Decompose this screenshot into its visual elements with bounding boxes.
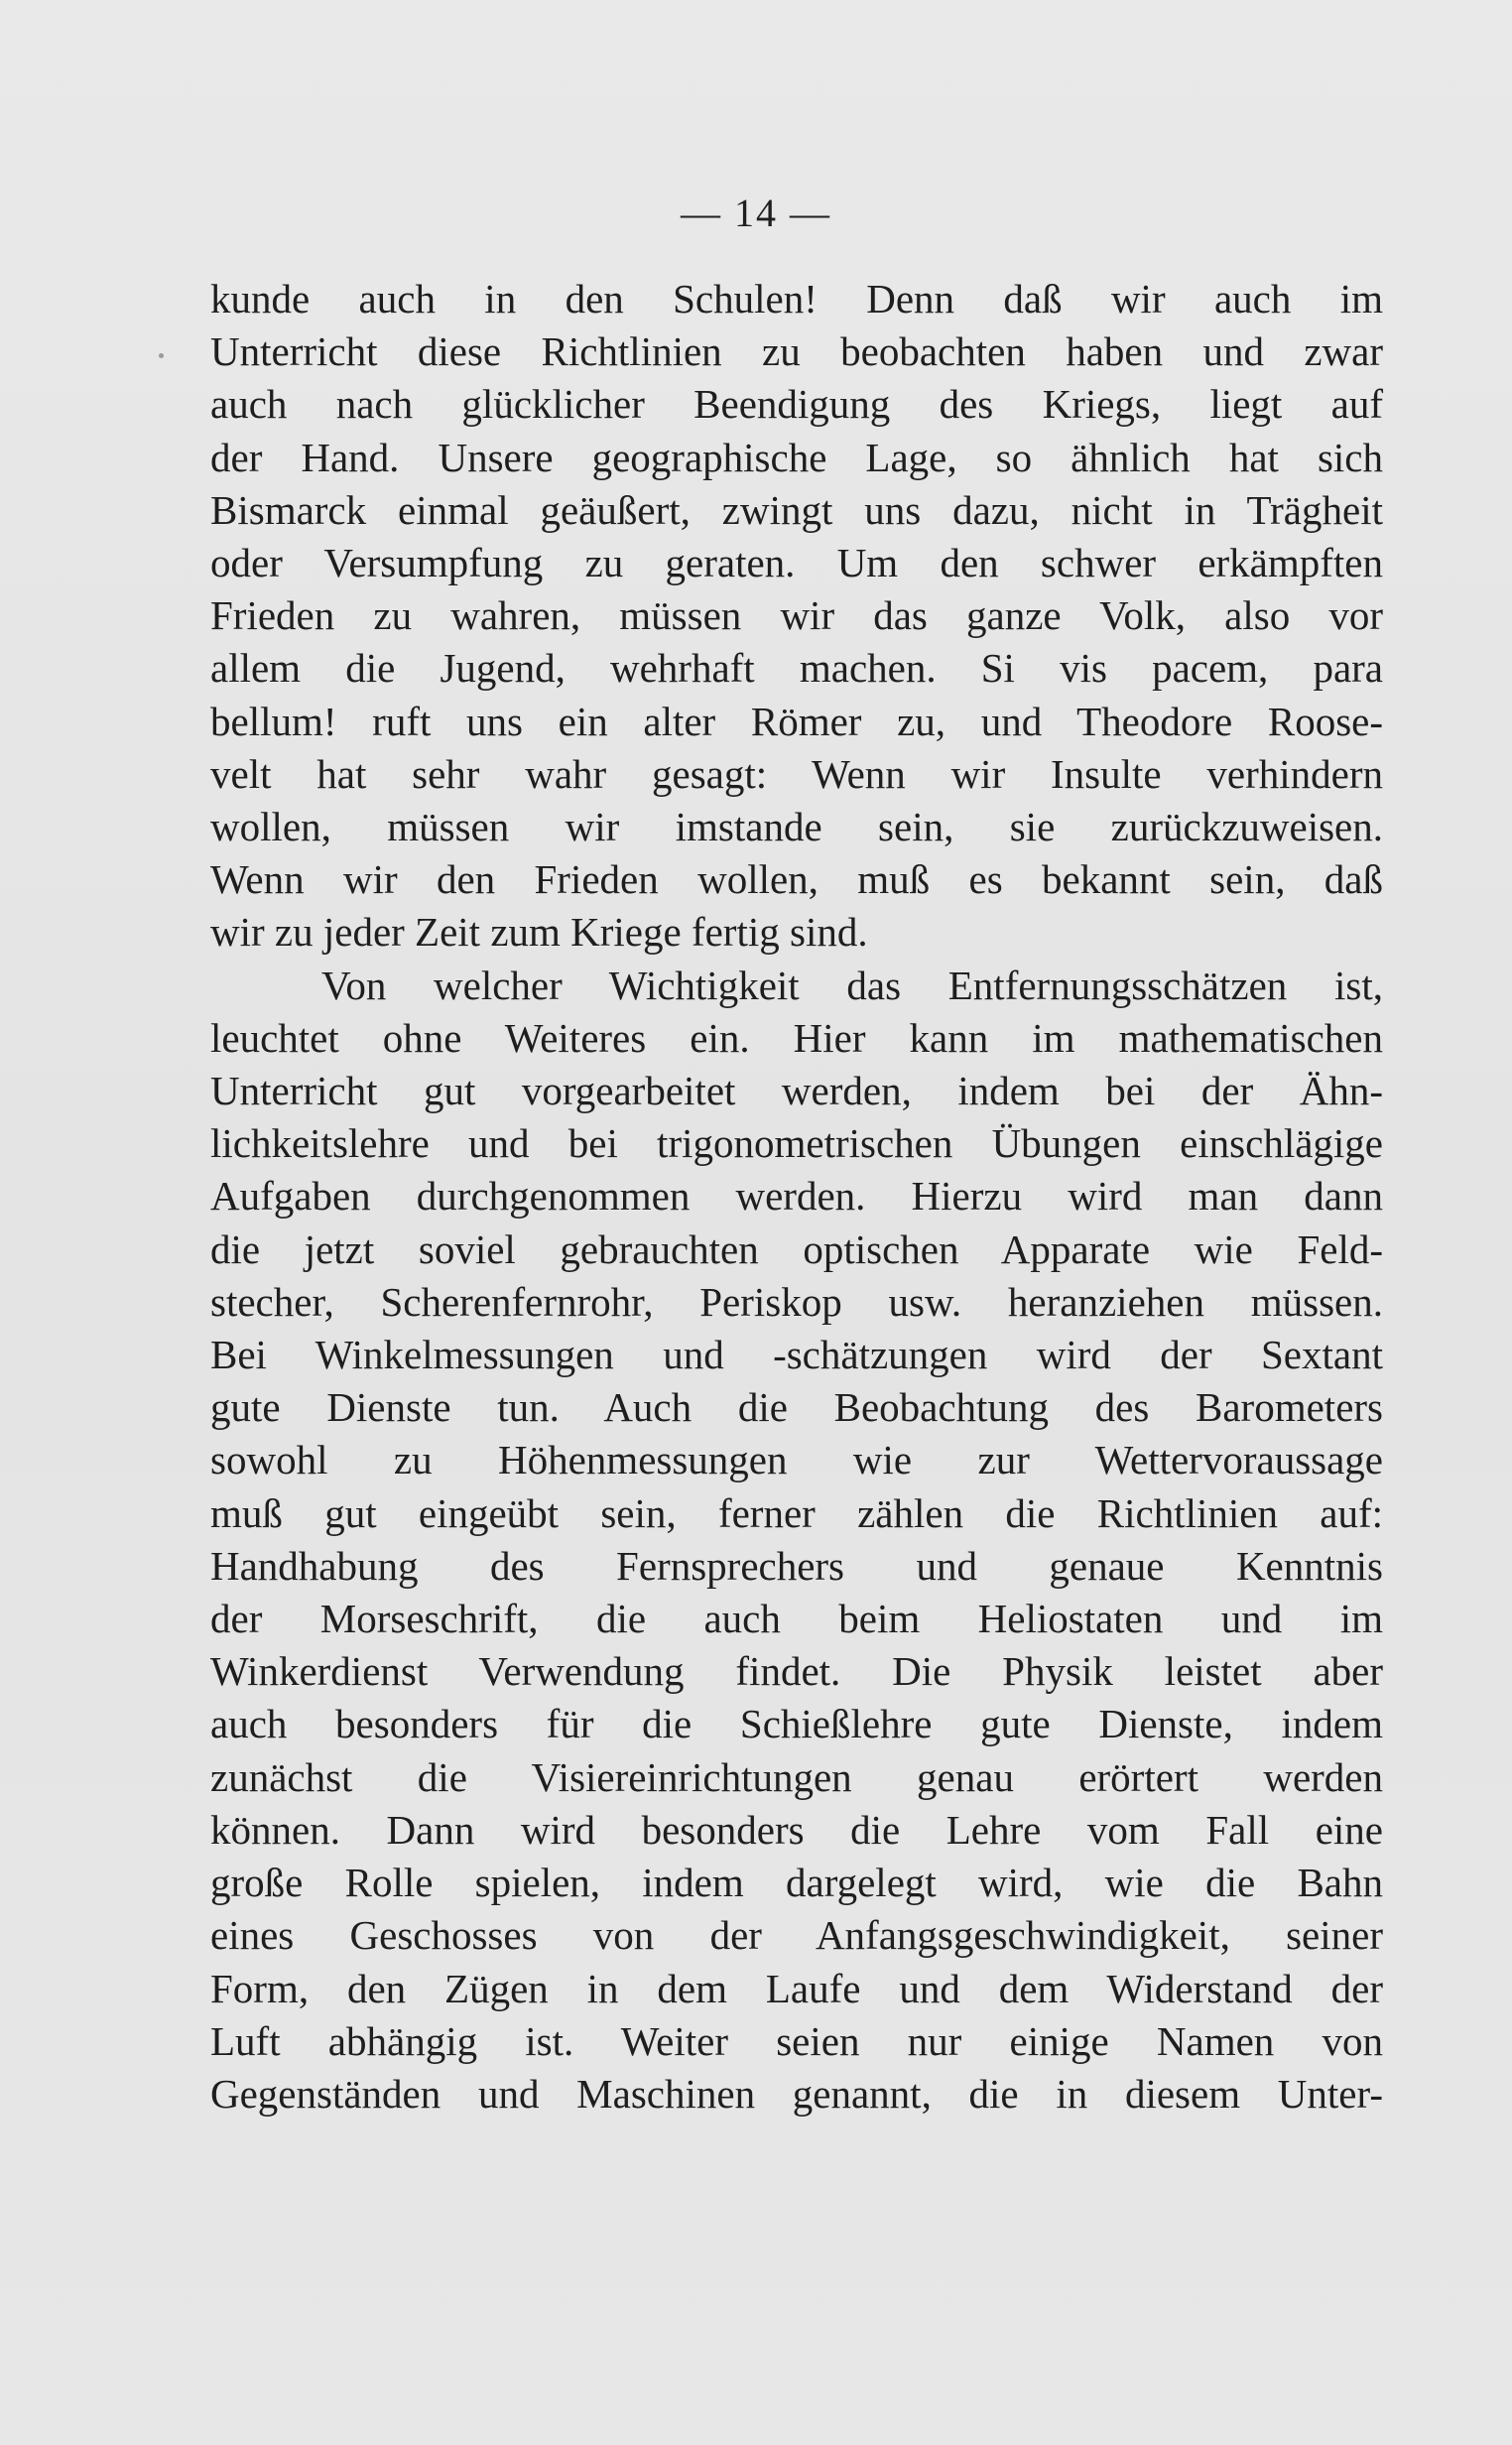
text-line: velt hat sehr wahr gesagt: Wenn wir Insulte verhindern <box>210 750 1383 797</box>
text-line: Von welcher Wichtigkeit das Entfernungsschätzen ist, <box>321 962 1383 1008</box>
text-line: Unterricht gut vorgearbeitet werden, indem bei der Ähn- <box>210 1068 1383 1114</box>
text-line: bellum! ruft uns ein alter Römer zu, und Theodore Roose- <box>210 698 1383 744</box>
text-line: Bismarck einmal geäußert, zwingt uns dazu, nicht in Trägheit <box>210 486 1383 533</box>
text-line: sowohl zu Höhenmessungen wie zur Wettervoraussage <box>210 1437 1383 1483</box>
text-line: muß gut eingeübt sein, ferner zählen die Richtlinien auf: <box>210 1489 1383 1536</box>
text-line: Handhabung des Fernsprechers und genaue Kenntnis <box>210 1542 1383 1589</box>
text-line: große Rolle spielen, indem dargelegt wird, wie die Bahn <box>210 1860 1383 1906</box>
text-line: Gegenständen und Maschinen genannt, die in diesem Unter- <box>210 2070 1383 2117</box>
text-line: leuchtet ohne Weiteres ein. Hier kann im mathematischen <box>210 1014 1383 1061</box>
text-line: auch nach glücklicher Beendigung des Kriegs, liegt auf <box>210 381 1383 428</box>
page-number: — 14 — <box>681 191 831 235</box>
ink-speck <box>159 353 164 358</box>
text-line: wir zu jeder Zeit zum Kriege fertig sind. <box>210 909 868 956</box>
text-line: Wenn wir den Frieden wollen, muß es bekannt sein, daß <box>210 856 1383 903</box>
text-line: Unterricht diese Richtlinien zu beobachten haben und zwar <box>210 328 1383 375</box>
text-line: auch besonders für die Schießlehre gute Dienste, indem <box>210 1701 1383 1747</box>
text-line: wollen, müssen wir imstande sein, sie zurückzuweisen. <box>210 804 1383 850</box>
text-line: allem die Jugend, wehrhaft machen. Si vis pacem, para <box>210 645 1383 692</box>
body-text <box>210 273 1383 2121</box>
text-line: der Hand. Unsere geographische Lage, so ähnlich hat sich <box>210 434 1383 480</box>
text-line: Winkerdienst Verwendung findet. Die Physik leistet aber <box>210 1648 1383 1695</box>
text-line: kunde auch in den Schulen! Denn daß wir auch im <box>210 276 1383 322</box>
text-line: lichkeitslehre und bei trigonometrischen Übungen einschlägige <box>210 1120 1383 1167</box>
text-line: Form, den Zügen in dem Laufe und dem Widerstand der <box>210 1965 1383 2011</box>
text-line: oder Versumpfung zu geraten. Um den schwer erkämpften <box>210 540 1383 586</box>
text-line: die jetzt soviel gebrauchten optischen Apparate wie Feld- <box>210 1225 1383 1272</box>
text-line: können. Dann wird besonders die Lehre vom Fall eine <box>210 1806 1383 1853</box>
text-line: Frieden zu wahren, müssen wir das ganze Volk, also vor <box>210 592 1383 639</box>
text-line: stecher, Scherenfernrohr, Periskop usw. heranziehen müssen. <box>210 1278 1383 1325</box>
text-line: eines Geschosses von der Anfangsgeschwindigkeit, seiner <box>210 1912 1383 1959</box>
paragraph-1 <box>210 273 1383 960</box>
text-line: gute Dienste tun. Auch die Beobachtung des Barometers <box>210 1384 1383 1431</box>
text-line: Aufgaben durchgenommen werden. Hierzu wird man dann <box>210 1173 1383 1220</box>
text-line: der Morseschrift, die auch beim Heliostaten und im <box>210 1596 1383 1642</box>
paragraph-2 <box>210 960 1383 2121</box>
text-line: Luft abhängig ist. Weiter seien nur einige Namen von <box>210 2017 1383 2064</box>
text-line: zunächst die Visiereinrichtungen genau erörtert werden <box>210 1753 1383 1800</box>
text-line: Bei Winkelmessungen und -schätzungen wird der Sextant <box>210 1332 1383 1378</box>
